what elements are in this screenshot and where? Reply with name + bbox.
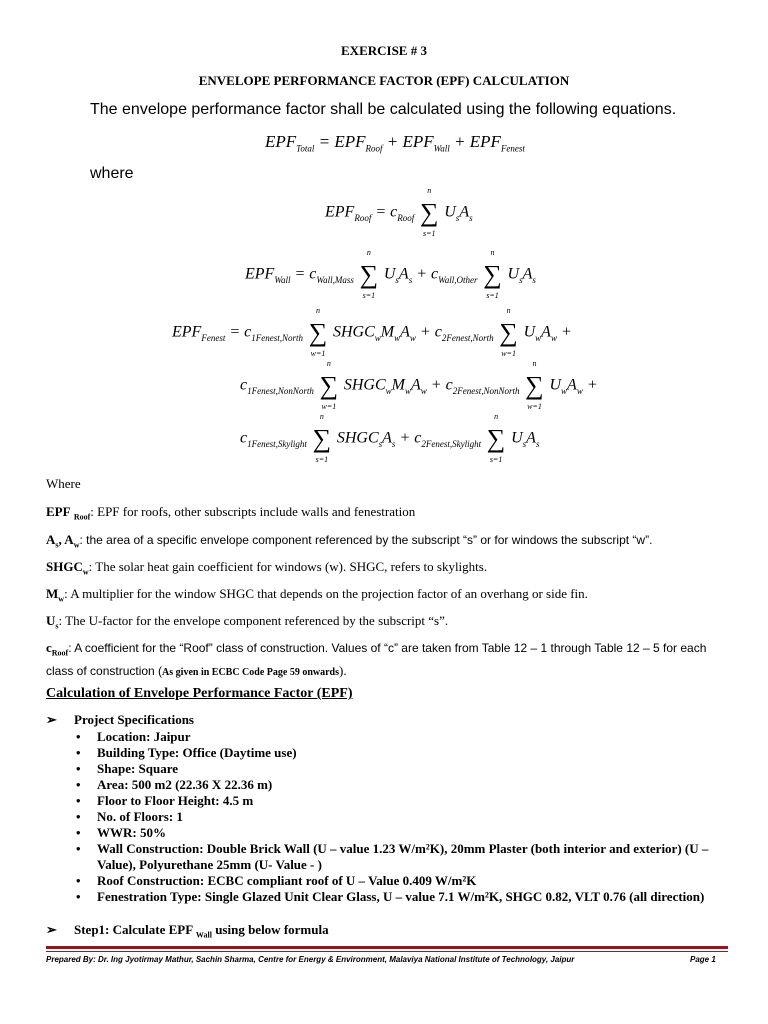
exercise-number: EXERCISE # 3 — [341, 43, 427, 58]
arrow-bullet-icon: ➢ — [46, 712, 57, 727]
equation-epf-fenest-skylight: $c_{1Fenest,Skylight}$ n ∑ s=1 $SHGC_sA_s + c_{2Fenest,Skylight}$ n ∑ s=1 $U_sA_s$ — [240, 412, 540, 464]
arrow-bullet-icon: ➢ — [46, 922, 57, 937]
definition-area: $A_s$, $A_w$: the area of a specific envelope component referenced by the subscript “s” or for windows the subscript “w”. — [46, 532, 653, 550]
project-spec-list — [72, 729, 722, 905]
definition-u-factor: $U_s$: The U-factor for the envelope component referenced by the subscript “s”. — [46, 613, 449, 631]
equation-epf-wall: $EPF_{Wall} = c_{Wall,Mass}$ n ∑ s=1 $U_sA_s + c_{Wall,Other}$ n ∑ s=1 $U_sA_s$ — [245, 248, 536, 300]
definition-multiplier: $M_w$: A multiplier for the window SHGC that depends on the projection factor of an overhang or side fin. — [46, 586, 588, 604]
list-item-fenestration: • Fenestration Type: Single Glazed Unit Clear Glass, U – value 7.1 W/m²K, SHGC 0.82, VLT 0.76 (all direction) — [76, 889, 705, 904]
list-item: • Floor to Floor Height: 4.5 m — [76, 793, 254, 808]
list-item: • No. of Floors: 1 — [76, 809, 183, 824]
definition-c-roof: $c_{Roof}$: A coefficient for the “Roof” class of construction. Values of “c” are taken from Table 12 – 1 through Table 12 – 5 for each class of construction (As given in ECBC Code Page 59 onwards). — [46, 640, 707, 678]
equation-epf-total: $EPF_{Total} = EPF_{Roof} + EPF_{Wall} + EPF_{Fenest}$ — [265, 132, 525, 154]
list-item: • WWR: 50% — [76, 825, 166, 840]
list-item: • Shape: Square — [76, 761, 179, 776]
list-item-wall: • Wall Construction: Double Brick Wall (U – value 1.23 W/m²K), 20mm Plaster (both interior and exterior) (U – Value), Polyurethane 25mm (U- Value - ) — [76, 841, 709, 872]
definition-epf: EPF $_{Roof}$: EPF for roofs, other subscripts include walls and fenestration — [46, 504, 416, 522]
project-specifications-label: ➢ Project Specifications — [46, 712, 194, 727]
page-number: Page 1 — [690, 955, 716, 964]
list-item: • Building Type: Office (Daytime use) — [76, 745, 297, 760]
page-title: ENVELOPE PERFORMANCE FACTOR (EPF) CALCULATION — [198, 73, 570, 88]
intro-text: The envelope performance factor shall be calculated using the following equations. — [90, 101, 677, 118]
section-heading: Calculation of Envelope Performance Factor (EPF) — [46, 686, 353, 701]
list-item-roof: • Roof Construction: ECBC compliant roof of U – Value 0.409 W/m²K — [76, 873, 477, 888]
footer-prepared-by: Prepared By: Dr. Ing Jyotirmay Mathur, Sachin Sharma, Centre for Energy & Environment, Malaviya National Institute of Technology, Jaipur — [46, 955, 575, 964]
step1-instruction: ➢ Step1: Calculate EPF $_{Wall}$ using below formula — [46, 922, 329, 940]
list-item: • Location: Jaipur — [76, 729, 191, 744]
footer-rule — [46, 946, 728, 949]
equation-epf-fenest-nonnorth: $c_{1Fenest,NonNorth}$ n ∑ w=1 $SHGC_wM_wA_w + c_{2Fenest,NonNorth}$ n ∑ w=1 $U_wA_w$ + — [240, 359, 598, 411]
equation-epf-fenest-north: $EPF_{Fenest} = c_{1Fenest,North}$ n ∑ w=1 $SHGC_wM_wA_w + c_{2Fenest,North}$ n ∑ w=1 $U_wA_w$ + — [172, 306, 572, 358]
summation-symbol: n ∑ s=1 — [419, 186, 439, 238]
definition-shgc: $SHGC_w$: The solar heat gain coefficient for windows (w). SHGC, refers to skylights. — [46, 559, 488, 577]
where-label: where — [90, 165, 134, 182]
where-label-2: Where — [46, 476, 81, 491]
equation-epf-roof: $EPF_{Roof} = c_{Roof}$ n ∑ s=1 $U_sA_s$ — [325, 186, 473, 238]
list-item: • Area: 500 m2 (22.36 X 22.36 m) — [76, 777, 273, 792]
footer-rule-thin — [46, 951, 728, 952]
